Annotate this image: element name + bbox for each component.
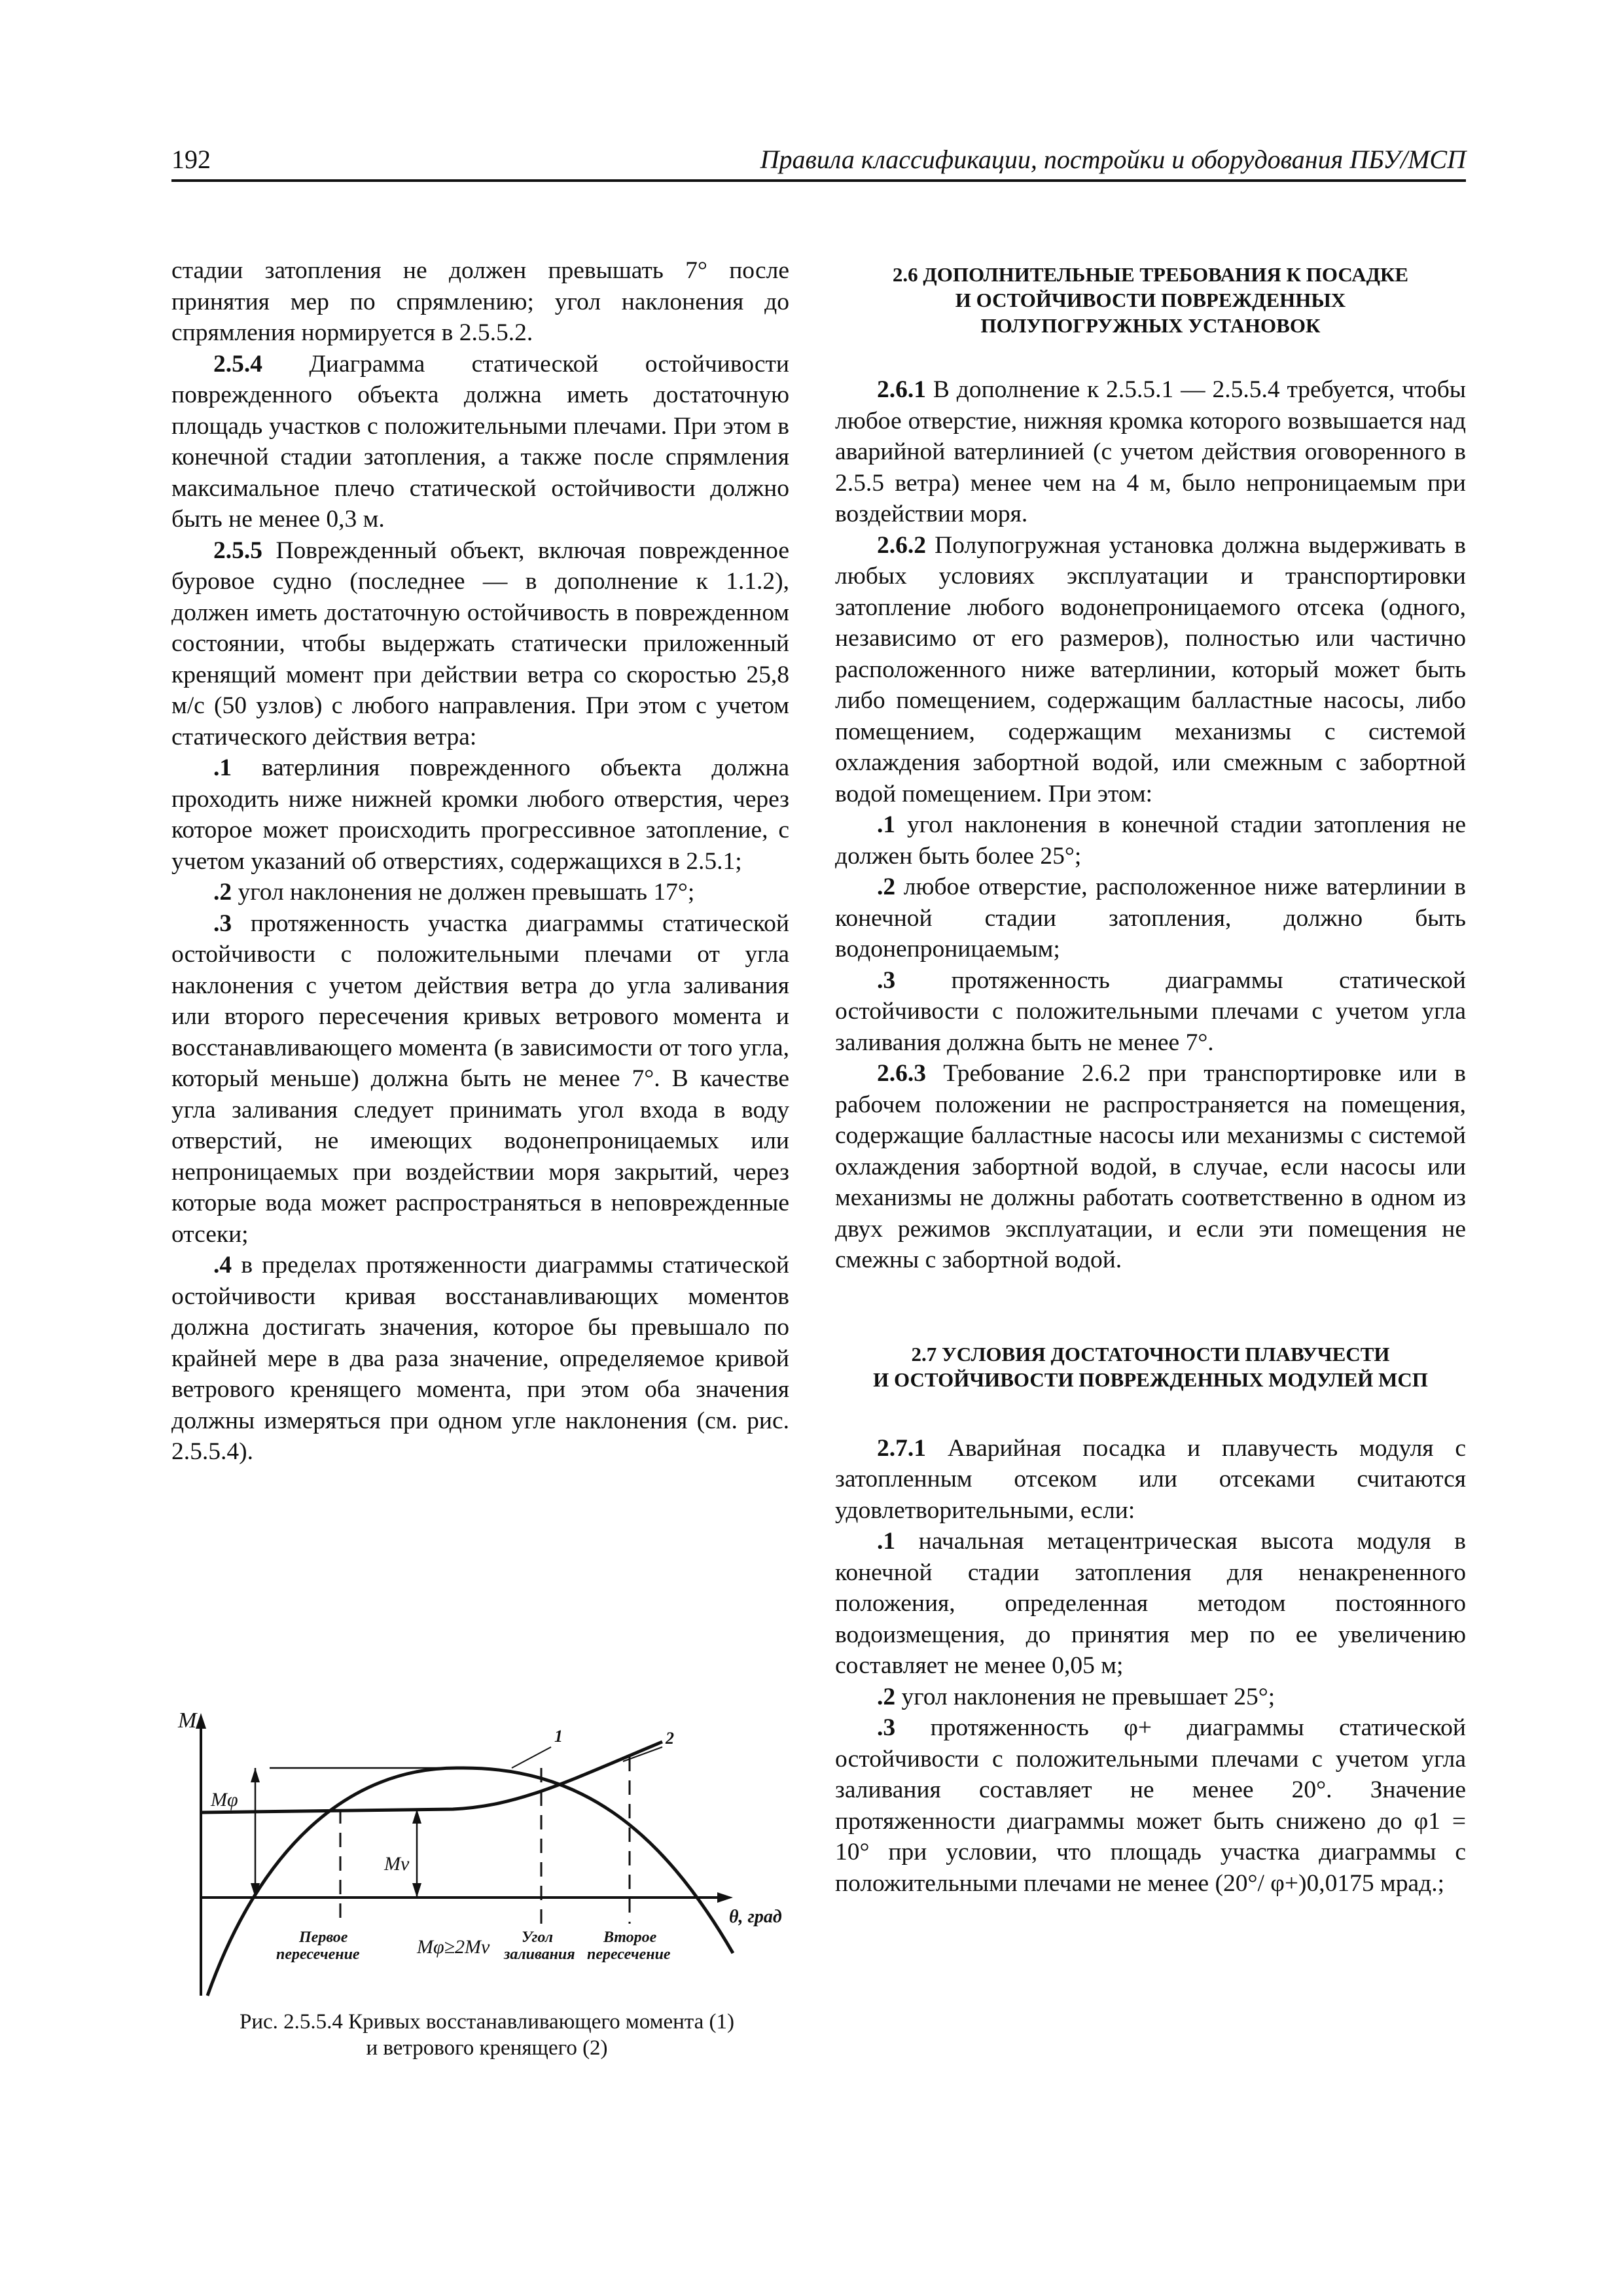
x-axis-arrow xyxy=(717,1892,733,1903)
m-phi-label: Mφ xyxy=(211,1789,238,1810)
list-item: .2 угол наклонения не должен превышать 17°; xyxy=(213,879,695,906)
list-item: .3 протяженность участка диаграммы статической остойчивости с положительными плечами от угла наклонения с учетом действия ветра до угла заливания или второго пересечения кривых ветрового момента и восстанавливающего момента (в зависимости от того угла, который меньше) должна быть не менее 7°. В качестве угла заливания следует принимать угол входа в воду отверстий, не имеющих водонепроницаемых или непроницаемых при воздействии моря закрытий, через которые вода может распространяться в неповрежденные отсеки; xyxy=(171,910,789,1248)
paragraph-2-5-4: 2.5.4 Диаграмма статической остойчивости поврежденного объекта должна иметь достаточную площадь участков с положительными плечами. При этом в конечной стадии затопления, а также после спрямления максимальное плечо статической остойчивости должно быть не менее 0,3 м. xyxy=(171,350,789,533)
paragraph-2-6-1: 2.6.1 В дополнение к 2.5.5.1 — 2.5.5.4 требуется, чтобы любое отверстие, нижняя кромка которого возвышается над аварийной ватерлинией (с учетом действия оговоренного в 2.5.5 ветра) менее чем на 4 м, было непроницаемым при воздействии моря. xyxy=(835,376,1466,527)
curve2-label: 2 xyxy=(666,1729,674,1748)
section-2-7-title: 2.7 УСЛОВИЯ ДОСТАТОЧНОСТИ ПЛАВУЧЕСТИ И ОСТОЙЧИВОСТИ ПОВРЕЖДЕННЫХ МОДУЛЕЙ МСП xyxy=(873,1342,1428,1391)
paragraph-2-6-3: 2.6.3 Требование 2.6.2 при транспортировке или в рабочем положении не распространяется на помещения, содержащие балластные насосы или механизмы с системой охлаждения забортной водой, в случае, если насосы или механизмы не должны работать соответственно в одном из двух режимов эксплуатации, и если эти помещения не смежны с забортной водой. xyxy=(835,1060,1466,1273)
y-axis-arrow xyxy=(196,1713,206,1729)
axis-x-label: θ, град xyxy=(729,1907,782,1927)
paragraph-2-5-5: 2.5.5 Поврежденный объект, включая поврежденное буровое судно (последнее — в дополнение к 1.1.2), должен иметь достаточную остойчивость в поврежденном состоянии, чтобы выдержать статически приложенный кренящий момент при действии ветра со скоростью 25,8 м/с (50 узлов) с любого направления. При этом с учетом статического действия ветра: xyxy=(171,537,789,751)
list-item: .3 протяженность φ+ диаграммы статической остойчивости с положительными плечами с учетом угла заливания составляет не менее 20°. Значение протяженности диаграммы может быть снижено до φ1 = 10° при условии, что площадь участка диаграммы с положительными плечами не менее (20°/ φ+)0,0175 мрад.; xyxy=(835,1714,1466,1897)
figure-caption: Рис. 2.5.5.4 Кривых восстанавливающего момента (1) и ветрового кренящего (2) xyxy=(240,2010,734,2060)
paragraph-continuation: стадии затопления не должен превышать 7° после принятия мер по спрямлению; угол наклонения до спрямления нормируется в 2.5.5.2. xyxy=(171,257,789,346)
second-intersection-label: Второе пересечение xyxy=(587,1929,671,1963)
left-column xyxy=(171,255,789,1468)
flooding-angle-label: Угол заливания xyxy=(504,1929,575,1963)
list-item: .2 любое отверстие, расположенное ниже ватерлинии в конечной стадии затопления, должно быть водонепроницаемым; xyxy=(835,874,1466,963)
curve1-leader xyxy=(512,1747,551,1768)
condition-label: Mφ≥2Mv xyxy=(417,1936,490,1958)
list-item: .2 угол наклонения не превышает 25°; xyxy=(877,1683,1275,1710)
stability-diagram xyxy=(171,1708,800,2002)
list-item: .1 ватерлиния поврежденного объекта должна проходить ниже нижней кромки любого отверстия, через которое может происходить прогрессивное затопление, с учетом указаний об отверстиях, содержащихся в 2.5.1; xyxy=(171,754,789,875)
running-title: Правила классификации, постройки и оборудования ПБУ/МСП xyxy=(760,145,1466,174)
paragraph-2-7-1: 2.7.1 Аварийная посадка и плавучесть модуля с затопленным отсеком или отсеками считаются удовлетворительными, если: xyxy=(835,1434,1466,1524)
list-item: .1 угол наклонения в конечной стадии затопления не должен быть более 25°; xyxy=(835,811,1466,870)
page-header xyxy=(171,139,1466,182)
curve1-label: 1 xyxy=(554,1727,563,1746)
list-item: .1 начальная метацентрическая высота модуля в конечной стадии затопления для ненакрененного положения, определенная методом постоянного водоизмещения, до принятия мер по ее увеличению составляет не менее 0,05 м; xyxy=(835,1528,1466,1679)
right-column xyxy=(835,262,1466,1899)
first-intersection-label: Первое пересечение xyxy=(276,1929,360,1963)
section-2-6-title: 2.6 ДОПОЛНИТЕЛЬНЫЕ ТРЕБОВАНИЯ К ПОСАДКЕ И ОСТОЙЧИВОСТИ ПОВРЕЖДЕННЫХ ПОЛУПОГРУЖНЫХ УСТАНОВОК xyxy=(892,263,1409,337)
page-number: 192 xyxy=(171,145,211,174)
paragraph-2-6-2: 2.6.2 Полупогружная установка должна выдерживать в любых условиях эксплуатации и транспортировки затопление любого водонепроницаемого отсека (одного, независимо от его размеров), полностью или частично расположенного ниже ватерлинии, который может быть либо помещением, содержащим балластные насосы, либо помещением, содержащим механизмы с системой охлаждения забортной водой, или смежным с забортной водой помещением. При этом: xyxy=(835,531,1466,807)
axis-y-label: M xyxy=(178,1708,197,1733)
list-item: .4 в пределах протяженности диаграммы статической остойчивости кривая восстанавливающих моментов должна достигать значения, которое бы превышало по крайней мере в два раза значение, определяемое кривой ветрового кренящего момента, при этом оба значения должны измеряться при одном угле наклонения (см. рис. 2.5.5.4). xyxy=(171,1252,789,1465)
m-v-label: Mv xyxy=(384,1853,410,1875)
list-item: .3 протяженность диаграммы статической остойчивости с положительными плечами с учетом угла заливания должна быть не менее 7°. xyxy=(835,966,1466,1056)
